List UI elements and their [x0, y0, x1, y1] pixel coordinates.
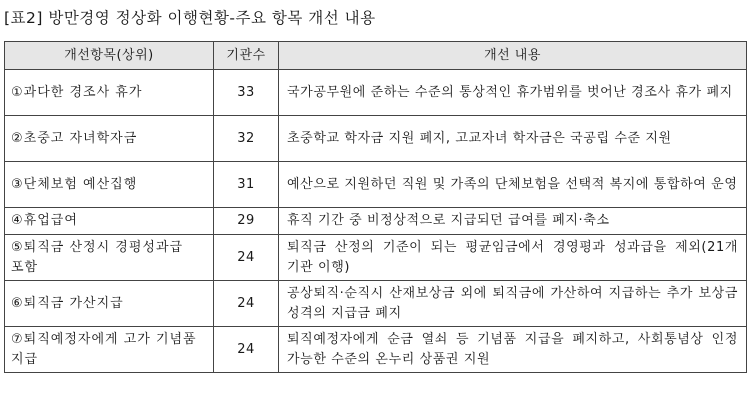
row-count: 24: [214, 327, 279, 373]
row-count: 29: [214, 208, 279, 235]
header-item: 개선항목(상위): [5, 42, 214, 70]
row-detail: 국가공무원에 준하는 수준의 통상적인 휴가범위를 벗어난 경조사 휴가 폐지: [279, 70, 747, 116]
row-detail: 공상퇴직·순직시 산재보상금 외에 퇴직금에 가산하여 지급하는 추가 보상금 성격의 지급금 폐지: [279, 281, 747, 327]
row-item: ②초중고 자녀학자금: [5, 116, 214, 162]
row-item: ⑤퇴직금 산정시 경평성과급 포함: [5, 235, 214, 281]
table-row: [5, 162, 747, 208]
row-item: ⑥퇴직금 가산지급: [5, 281, 214, 327]
table-row: [5, 70, 747, 116]
table-row: [5, 281, 747, 327]
table-title: [표2] 방만경영 정상화 이행현황-주요 항목 개선 내용: [4, 9, 376, 27]
row-item: ①과다한 경조사 휴가: [5, 70, 214, 116]
row-count: 24: [214, 235, 279, 281]
row-detail: 초중학교 학자금 지원 폐지, 고교자녀 학자금은 국공립 수준 지원: [279, 116, 747, 162]
table-row: [5, 116, 747, 162]
row-count: 32: [214, 116, 279, 162]
table-row: [5, 327, 747, 373]
row-item: ④휴업급여: [5, 208, 214, 235]
row-count: 33: [214, 70, 279, 116]
row-count: 31: [214, 162, 279, 208]
row-detail: 퇴직금 산정의 기준이 되는 평균임금에서 경영평과 성과급을 제외(21개 기관 이행): [279, 235, 747, 281]
row-count: 24: [214, 281, 279, 327]
row-detail: 휴직 기간 중 비정상적으로 지급되던 급여를 폐지·축소: [279, 208, 747, 235]
header-detail: 개선 내용: [279, 42, 747, 70]
improvement-table: [4, 41, 747, 373]
row-detail: 퇴직예정자에게 순금 열쇠 등 기념품 지급을 폐지하고, 사회통념상 인정 가능한 수준의 온누리 상품권 지원: [279, 327, 747, 373]
table-row: [5, 208, 747, 235]
row-item: ③단체보험 예산집행: [5, 162, 214, 208]
table-row: [5, 235, 747, 281]
header-count: 기관수: [214, 42, 279, 70]
row-item: ⑦퇴직예정자에게 고가 기념품 지급: [5, 327, 214, 373]
table-header-row: [5, 42, 747, 70]
row-detail: 예산으로 지원하던 직원 및 가족의 단체보험을 선택적 복지에 통합하여 운영: [279, 162, 747, 208]
